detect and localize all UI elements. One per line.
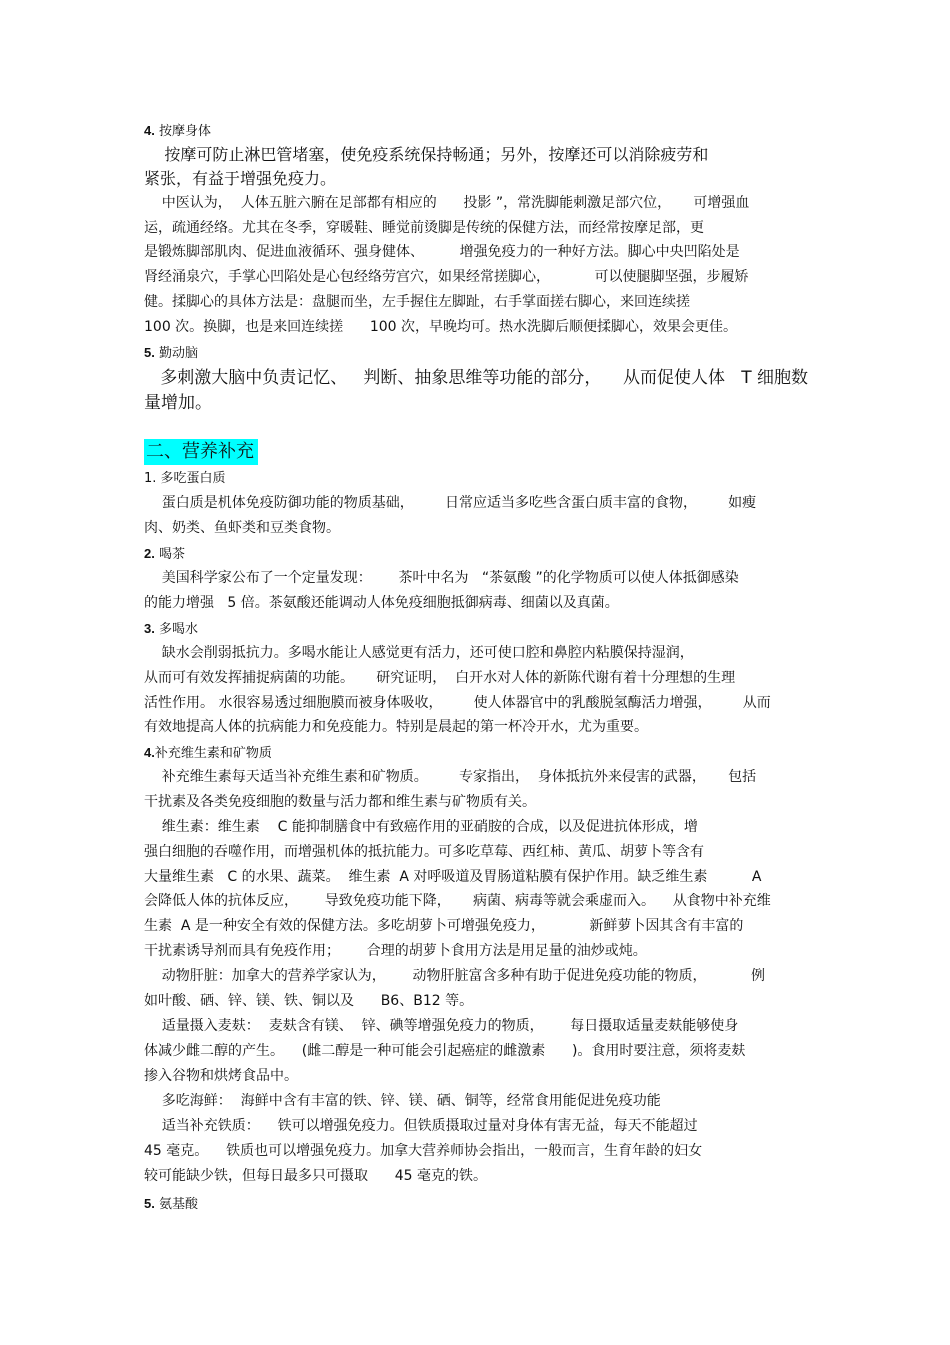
paragraph-line: 维生素：维生素 C 能抑制膳食中有致癌作用的亚硝胺的合成，以及促进抗体形成，增	[144, 819, 698, 835]
paragraph-line: 活性作用。 水很容易透过细胞膜而被身体吸收， 使人体器官中的乳酸脱氢酶活力增强， 从而	[144, 695, 771, 711]
paragraph-line: 按摩可防止淋巴管堵塞，使免疫系统保持畅通；另外，按摩还可以消除疲劳和	[144, 145, 709, 164]
paragraph-line: 45 毫克。 铁质也可以增强免疫力。加拿大营养师协会指出，一般而言，生育年龄的妇女	[144, 1143, 703, 1159]
paragraph-line: 干扰素诱导剂而具有免疫作用； 合理的胡萝卜食用方法是用足量的油炒或炖。	[144, 943, 647, 959]
paragraph-line: 紧张，有益于增强免疫力。	[144, 169, 337, 188]
paragraph-line: 肾经涌泉穴，手掌心凹陷处是心包经络劳宫穴，如果经常搓脚心， 可以使腿脚坚强，步履矫	[144, 269, 749, 285]
paragraph-line: 运，疏通经络。尤其在冬季，穿暖鞋、睡觉前烫脚是传统的保健方法，而经常按摩足部，更	[144, 220, 704, 236]
section-heading-protein: 1. 多吃蛋白质	[144, 471, 226, 486]
paragraph-line: 生素 A 是一种安全有效的保健方法。多吃胡萝卜可增强免疫力， 新鲜萝卜因其含有丰富的	[144, 918, 744, 934]
paragraph-line: 有效地提高人体的抗病能力和免疫能力。特别是晨起的第一杯冷开水，尤为重要。	[144, 719, 648, 735]
paragraph-line: 多吃海鲜： 海鲜中含有丰富的铁、锌、镁、硒、铜等，经常食用能促进免疫功能	[144, 1093, 661, 1109]
paragraph-line: 干扰素及各类免疫细胞的数量与活力都和维生素与矿物质有关。	[144, 794, 536, 810]
paragraph-line: 补充维生素每天适当补充维生素和矿物质。 专家指出， 身体抵抗外来侵害的武器， 包括	[144, 769, 757, 785]
section-heading-massage: 4. 按摩身体	[144, 123, 211, 139]
paragraph-line: 大量维生素 C 的水果、蔬菜。 维生素 A 对呼吸道及胃肠道粘膜有保护作用。缺乏维生素 A	[144, 869, 762, 885]
section-heading-vitamins: 4.补充维生素和矿物质	[144, 745, 272, 761]
paragraph-line: 体减少雌二醇的产生。 (雌二醇是一种可能会引起癌症的雌激素 )。食用时要注意，须将麦麸	[144, 1043, 746, 1059]
paragraph-line: 较可能缺少铁，但每日最多只可摄取 45 毫克的铁。	[144, 1168, 487, 1184]
paragraph-line: 美国科学家公布了一个定量发现： 茶叶中名为 “茶氨酸 ”的化学物质可以使人体抵御感染	[144, 570, 739, 586]
paragraph-line: 量增加。	[144, 393, 212, 413]
paragraph-line: 健。揉脚心的具体方法是：盘腿而坐，左手握住左脚趾，右手掌面搓右脚心，来回连续搓	[144, 294, 690, 310]
paragraph-line: 多刺激大脑中负责记忆、 判断、抽象思维等功能的部分， 从而促使人体 T 细胞数	[144, 368, 809, 388]
paragraph-line: 的能力增强 5 倍。茶氨酸还能调动人体免疫细胞抵御病毒、细菌以及真菌。	[144, 595, 619, 611]
paragraph-line: 蛋白质是机体免疫防御功能的物质基础， 日常应适当多吃些含蛋白质丰富的食物， 如瘦	[144, 495, 757, 511]
paragraph-line: 强白细胞的吞噬作用，而增强机体的抵抗能力。可多吃草莓、西红柿、黄瓜、胡萝卜等含有	[144, 844, 704, 860]
section-heading-tea: 2. 喝茶	[144, 546, 185, 562]
paragraph-line: 适量摄入麦麸： 麦麸含有镁、 锌、碘等增强免疫力的物质， 每日摄取适量麦麸能够使身	[144, 1018, 739, 1034]
part-title-nutrition	[144, 443, 258, 461]
paragraph-line: 适当补充铁质： 铁可以增强免疫力。但铁质摄取过量对身体有害无益，每天不能超过	[144, 1118, 698, 1134]
paragraph-line: 缺水会削弱抵抗力。多喝水能让人感觉更有活力，还可使口腔和鼻腔内粘膜保持湿润，	[144, 645, 694, 661]
paragraph-line: 肉、奶类、鱼虾类和豆类食物。	[144, 520, 340, 536]
paragraph-line: 是锻炼脚部肌肉、促进血液循环、强身健体、 增强免疫力的一种好方法。脚心中央凹陷处是	[144, 244, 740, 260]
paragraph-line: 会降低人体的抗体反应， 导致免疫功能下降， 病菌、病毒等就会乘虚而入。 从食物中补充维	[144, 893, 771, 909]
paragraph-line: 如叶酸、硒、锌、镁、铁、铜以及 B6、B12 等。	[144, 993, 474, 1009]
paragraph-line: 100 次。换脚，也是来回连续搓 100 次，早晚均可。热水洗脚后顺便揉脚心，效果会更佳。	[144, 319, 738, 335]
section-heading-water: 3. 多喝水	[144, 621, 198, 637]
section-heading-brain: 5. 勤动脑	[144, 345, 198, 361]
section-heading-amino-acids: 5. 氨基酸	[144, 1196, 198, 1212]
paragraph-line: 动物肝脏：加拿大的营养学家认为， 动物肝脏富含多种有助于促进免疫功能的物质， 例	[144, 968, 766, 984]
paragraph-line: 从而可有效发挥捕捉病菌的功能。 研究证明， 白开水对人体的新陈代谢有着十分理想的生理	[144, 670, 736, 686]
paragraph-line: 中医认为， 人体五脏六腑在足部都有相应的 投影 ”，常洗脚能刺激足部穴位， 可增强血	[144, 195, 750, 211]
highlighted-title: 二、营养补充	[144, 439, 258, 465]
paragraph-line: 掺入谷物和烘烤食品中。	[144, 1068, 298, 1084]
